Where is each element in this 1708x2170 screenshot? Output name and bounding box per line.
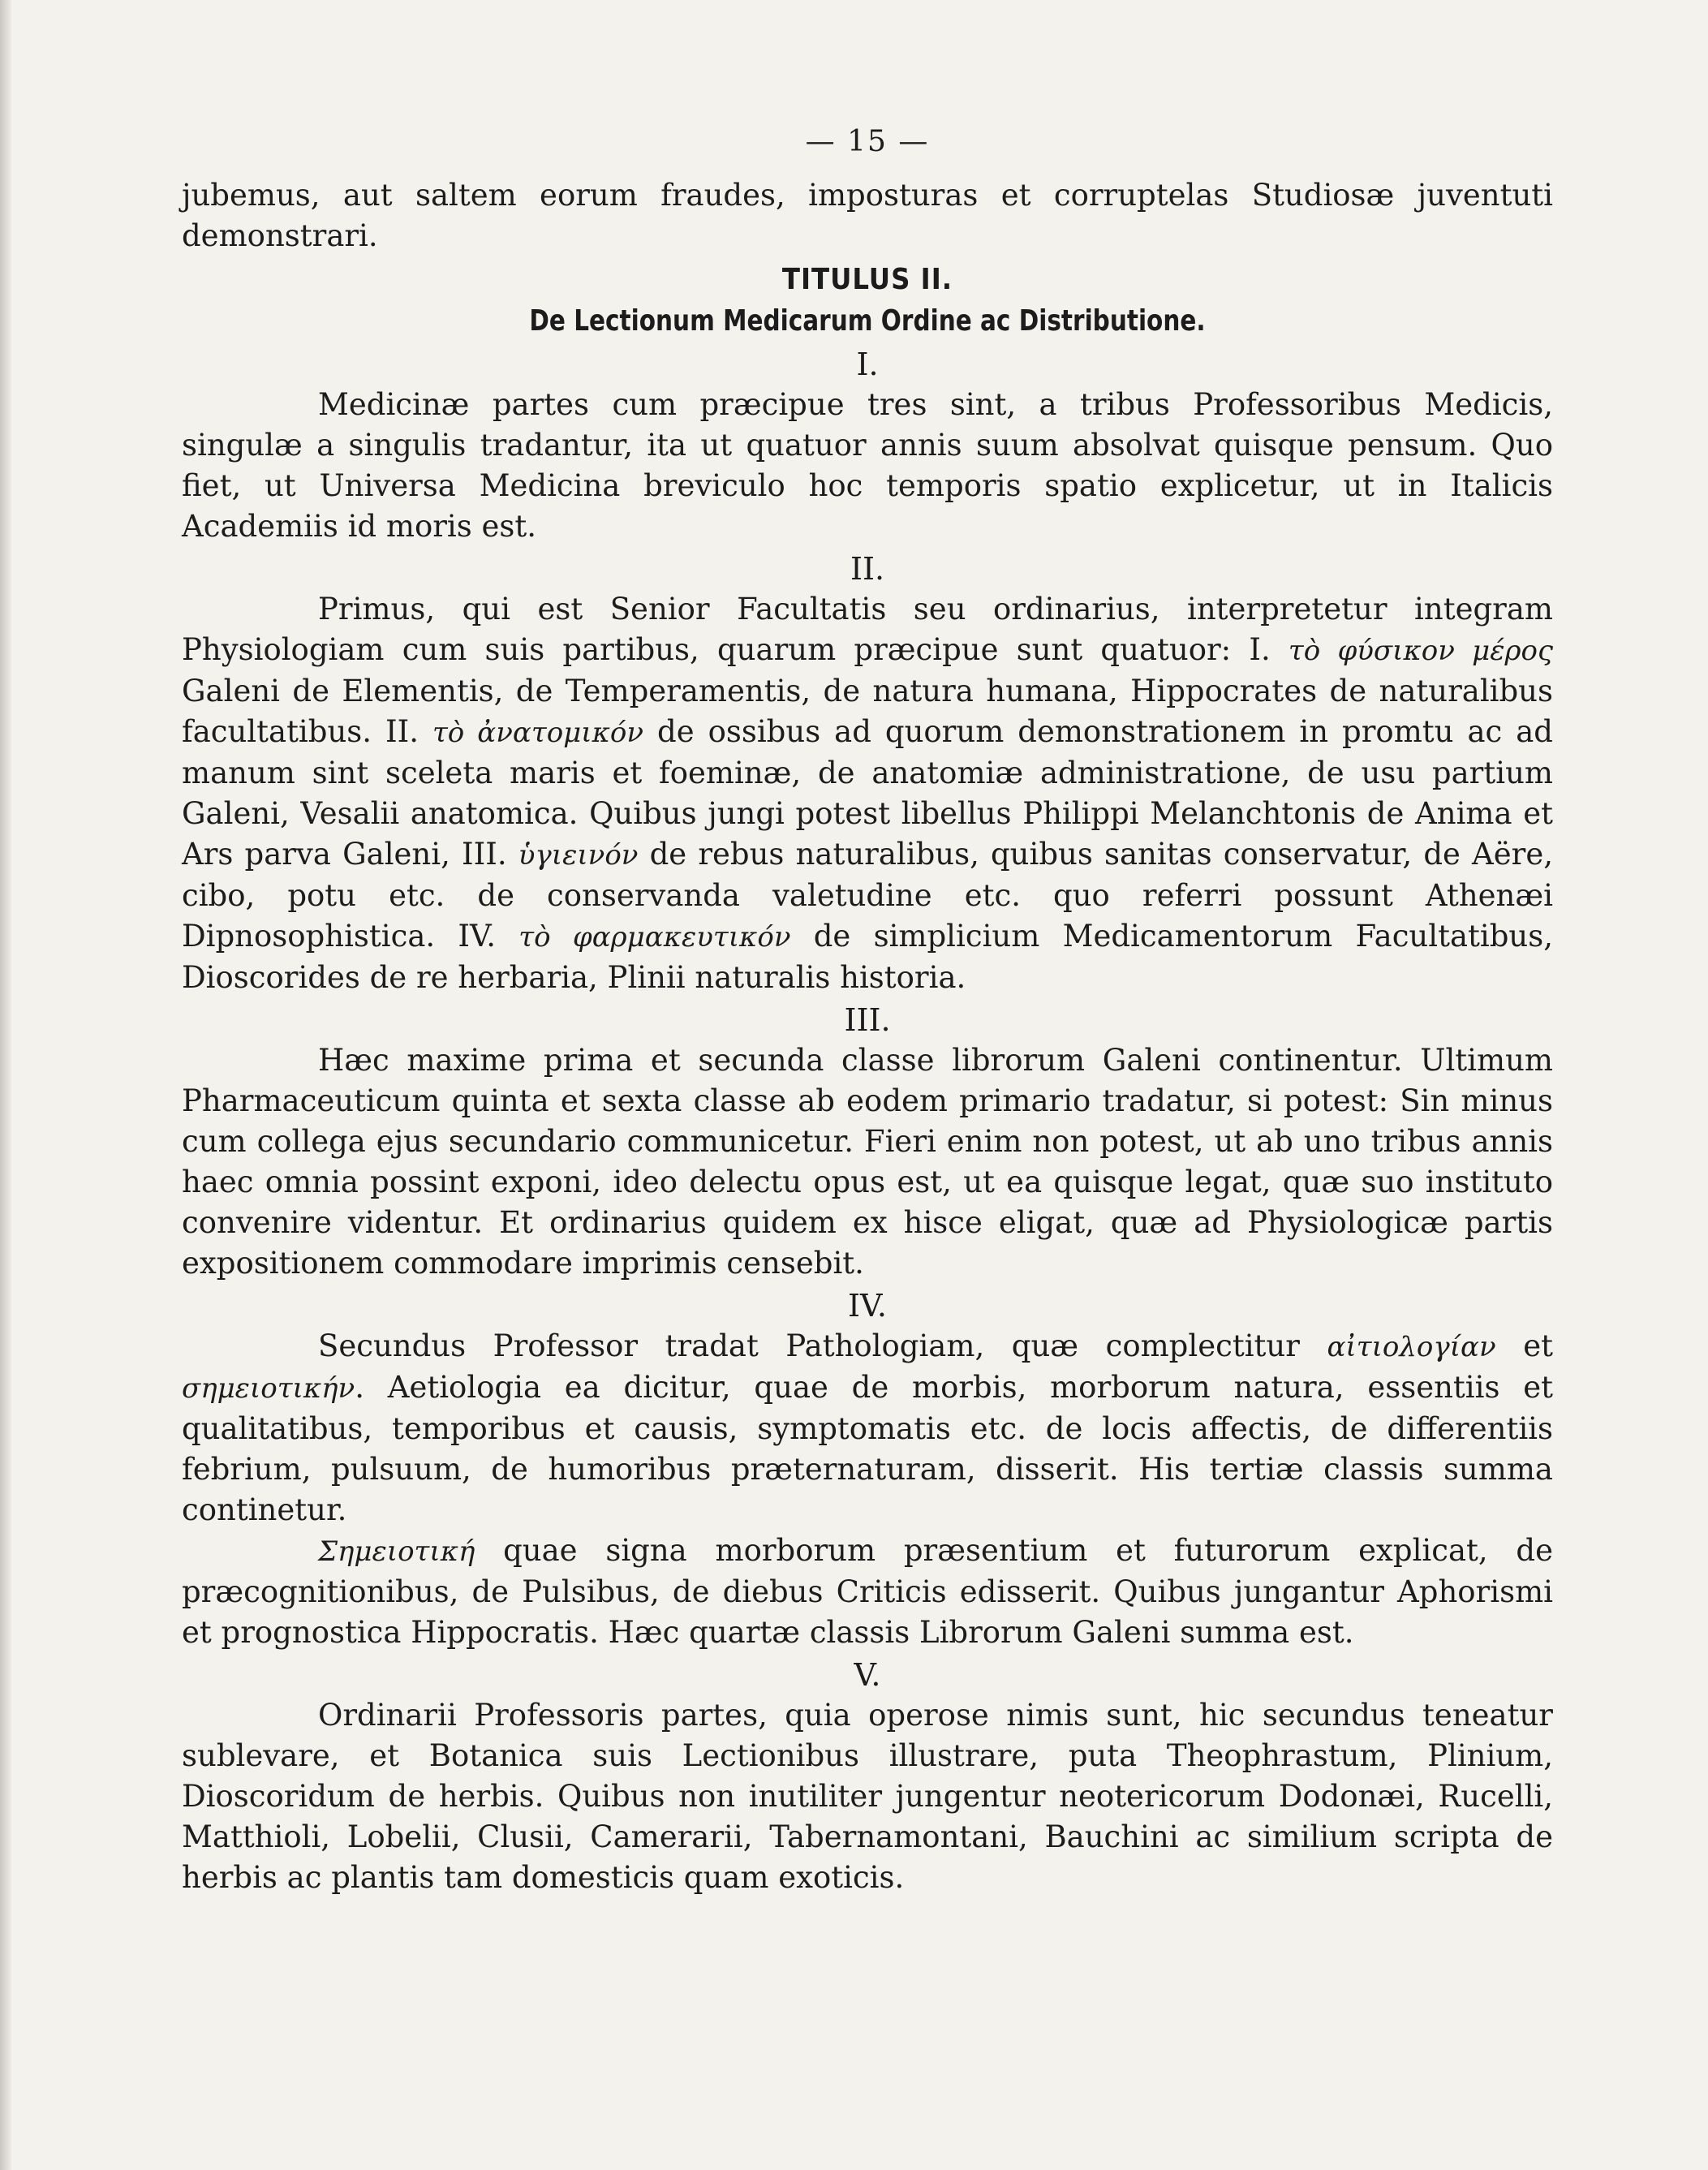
section-numeral-5: V.	[854, 1657, 881, 1693]
section-2-text-2: Galeni de Elementis, de Temperamentis, de natura humana, Hippocrates de naturalibus facultatibus. II.	[182, 674, 1553, 749]
section-numeral-3: III.	[844, 1002, 891, 1038]
section-2-greek-4: τὸ φαρμακευτικόν	[518, 921, 791, 954]
section-2-paragraph	[182, 589, 1553, 998]
section-4-text-4: quae signa morborum præsentium et futurorum explicat, de præcognitionibus, de Pulsibus, de diebus Criticis edisserit. Quibus jungantur Aphorismi et prognostica Hippocratis. Hæc quartæ classis Librorum Galeni summa est.	[182, 1533, 1553, 1650]
section-4-text-3: . Aetiologia ea dicitur, quae de morbis, morborum natura, essentiis et qualitatibus, temporibus et causis, symptomatis etc. de locis affectis, de differentiis febrium, pulsuum, de humoribus præternaturam, disserit. His tertiæ classis summa continetur.	[182, 1370, 1553, 1527]
section-numeral-1: I.	[856, 347, 879, 382]
section-4-text-2: et	[1495, 1328, 1553, 1363]
section-4-greek-3: Σημειοτική	[318, 1535, 475, 1568]
section-2-greek-2: τὸ ἀνατομικόν	[432, 717, 644, 749]
page-number: — 15 —	[805, 125, 930, 158]
section-5-paragraph: Ordinarii Professoris partes, quia operose nimis sunt, hic secundus teneatur sublevare, et Botanica suis Lectionibus illustrare, puta Theophrastum, Plinium, Dioscoridum de herbis. Quibus non inutiliter jungentur neotericorum Dodonæi, Rucelli, Matthioli, Lobelii, Clusii, Camerarii, Tabernamontani, Bauchini ac similium scripta de herbis ac plantis tam domesticis quam exoticis.	[182, 1698, 1553, 1895]
section-2-greek-3: ὑγιεινόν	[518, 839, 639, 872]
titulus-heading: TITULUS II.	[781, 263, 953, 296]
section-2-text-3: de ossibus ad quorum demonstrationem in promtu ac ad manum sint sceleta maris et foeminæ, de anatomiæ administratione, de usu partium Galeni, Vesalii anatomica. Quibus jungi potest libellus Philippi Melanchtonis de Anima et Ars parva Galeni, III.	[182, 714, 1553, 872]
section-4-greek-2: σημειοτικήν	[182, 1372, 355, 1405]
section-4-greek-1: αἰτιολογίαν	[1327, 1331, 1496, 1363]
section-4-text-1: Secundus Professor tradat Pathologiam, quæ complectitur	[318, 1328, 1327, 1363]
section-2-text-1: Primus, qui est Senior Facultatis seu ordinarius, interpretetur integram Physiologiam cum suis partibus, quarum præcipue sunt quatuor: I.	[182, 592, 1553, 667]
section-numeral-4: IV.	[848, 1288, 887, 1324]
intro-continuation: jubemus, aut saltem eorum fraudes, imposturas et corruptelas Studiosæ juventuti demonstrari.	[182, 178, 1553, 253]
section-1-paragraph: Medicinæ partes cum præcipue tres sint, a tribus Professoribus Medicis, singulæ a singulis tradantur, ita ut quatuor annis suum absolvat quisque pensum. Quo fiet, ut Universa Medicina breviculo hoc temporis spatio explicetur, ut in Italicis Academiis id moris est.	[182, 387, 1553, 544]
section-4-paragraph-1	[182, 1326, 1553, 1531]
chapter-subtitle: De Lectionum Medicarum Ordine ac Distributione.	[529, 304, 1206, 338]
section-2-greek-1: τὸ φύσικον μέρος	[1288, 635, 1554, 667]
section-2-text-4: de rebus naturalibus, quibus sanitas conservatur, de Aëre, cibo, potu etc. de conservanda valetudine etc. quo referri possunt Athenæi Dipnosophistica. IV.	[182, 837, 1554, 954]
section-numeral-2: II.	[850, 551, 885, 587]
section-3-paragraph: Hæc maxime prima et secunda classe librorum Galeni continentur. Ultimum Pharmaceuticum quinta et sexta classe ab eodem primario tradatur, si potest: Sin minus cum collega ejus secundario communicetur. Fieri enim non potest, ut ab uno tribus annis haec omnia possint exponi, ideo delectu opus est, ut ea quisque legat, quæ suo instituto convenire videntur. Et ordinarius quidem ex hisce eligat, quæ ad Physiologicæ partis expositionem commodare imprimis censebit.	[182, 1043, 1553, 1281]
section-2-text-5: de simplicium Medicamentorum Facultatibus, Dioscorides de re herbaria, Plinii naturalis historia.	[182, 919, 1553, 995]
section-4-paragraph-2	[182, 1531, 1553, 1653]
page-content	[182, 122, 1553, 1898]
page-binding-edge	[0, 0, 11, 2170]
